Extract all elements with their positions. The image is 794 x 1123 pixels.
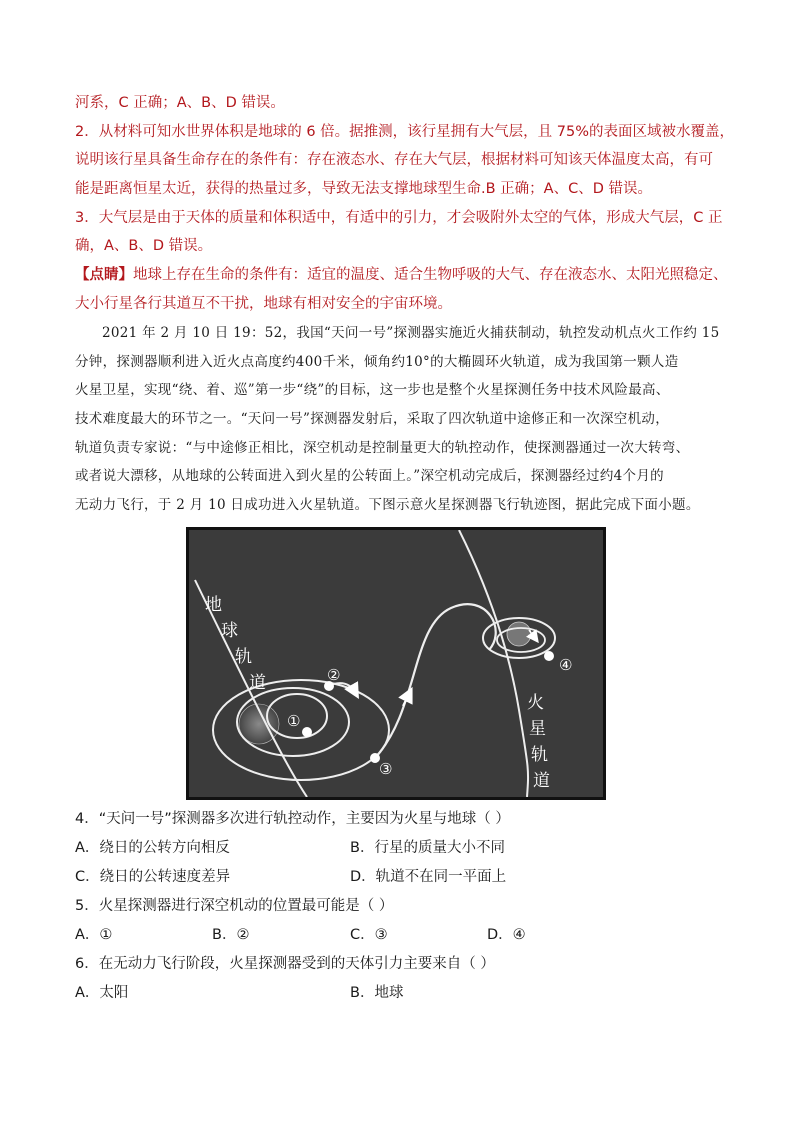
mars-planet bbox=[507, 622, 531, 646]
marker-3: ③ bbox=[379, 760, 393, 778]
q4-stem: 4．“天问一号”探测器多次进行轨控动作，主要因为火星与地球（ ） bbox=[75, 811, 510, 827]
q6-stem: 6．在无动力飞行阶段，火星探测器受到的天体引力主要来自（ ） bbox=[75, 956, 495, 972]
q5-option-a[interactable]: A．① bbox=[75, 927, 113, 943]
answer-3-line-1: 3．大气层是由于天体的质量和体积适中，有适中的引力，才会吸附外太空的气体，形成大气层，C 正 bbox=[75, 210, 723, 226]
passage-line-5: 轨道负责专家说：“与中途修正相比，深空机动是控制量更大的轨控动作，使探测器通过一次大转弯、 bbox=[75, 440, 690, 456]
marker-2: ② bbox=[327, 666, 341, 684]
mars-orbit-label-1: 火 bbox=[527, 693, 544, 713]
answer-line-1: 河系，C 正确；A、B、D 错误。 bbox=[75, 95, 285, 111]
tip-text: 地球上存在生命的条件有：适宜的温度、适合生物呼吸的大气、存在液态水、太阳光照稳定、 bbox=[133, 267, 728, 283]
q4-option-a[interactable]: A．绕日的公转方向相反 bbox=[75, 840, 230, 856]
answer-2-line-2: 说明该行星具备生命存在的条件有：存在液态水、存在大气层，根据材料可知该天体温度太高，有可 bbox=[75, 152, 713, 168]
marker-1: ① bbox=[287, 712, 301, 730]
marker-4: ④ bbox=[559, 656, 573, 674]
q5-option-c[interactable]: C．③ bbox=[350, 927, 388, 943]
point-4-dot bbox=[544, 651, 554, 661]
tip-label: 【点睛】 bbox=[75, 267, 133, 283]
q6-option-b[interactable]: B．地球 bbox=[350, 985, 404, 1001]
point-1-dot bbox=[302, 727, 312, 737]
tip-line-2: 大小行星各行其道互不干扰，地球有相对安全的宇宙环境。 bbox=[75, 296, 452, 312]
answer-2-line-1: 2．从材料可知水世界体积是地球的 6 倍。据推测，该行星拥有大气层，且 75%的表面区域被水覆盖， bbox=[75, 124, 735, 140]
mars-orbit-label-2: 星 bbox=[529, 719, 546, 739]
answer-2-line-3: 能是距离恒星太近，获得的热量过多，导致无法支撑地球型生命.B 正确；A、C、D 错误。 bbox=[75, 181, 652, 197]
passage-line-4: 技术难度最大的环节之一。“天问一号”探测器发射后，采取了四次轨道中途修正和一次深空机动， bbox=[75, 411, 670, 427]
q4-option-d[interactable]: D．轨道不在同一平面上 bbox=[350, 869, 507, 885]
transfer-arrow bbox=[403, 694, 409, 706]
q5-stem: 5．火星探测器进行深空机动的位置最可能是（ ） bbox=[75, 898, 394, 914]
q4-option-b[interactable]: B．行星的质量大小不同 bbox=[350, 840, 505, 856]
q5-option-b[interactable]: B．② bbox=[212, 927, 250, 943]
earth-orbit-label-1: 地 bbox=[205, 595, 222, 615]
transfer-path bbox=[375, 604, 496, 758]
q5-option-d[interactable]: D．④ bbox=[487, 927, 526, 943]
passage-line-1: 2021 年 2 月 10 日 19：52，我国“天问一号”探测器实施近火捕获制动，轨控发动机点火工作约 15 bbox=[102, 325, 720, 341]
q4-option-c[interactable]: C．绕日的公转速度差异 bbox=[75, 869, 231, 885]
tip-line-1 bbox=[75, 265, 728, 285]
earth-orbit-label-4: 道 bbox=[249, 673, 266, 693]
answer-3-line-2: 确，A、B、D 错误。 bbox=[75, 238, 213, 254]
earth-orbit-label-2: 球 bbox=[221, 621, 238, 641]
passage-line-3: 火星卫星，实现“绕、着、巡”第一步“绕”的目标，这一步也是整个火星探测任务中技术风险最高、 bbox=[75, 382, 670, 398]
mars-orbit-label-3: 轨 bbox=[531, 745, 548, 765]
passage-line-7: 无动力飞行，于 2 月 10 日成功进入火星轨道。下图示意火星探测器飞行轨迹图，据此完成下面小题。 bbox=[75, 497, 700, 513]
earth-orbit-label-3: 轨 bbox=[235, 647, 252, 667]
q6-option-a[interactable]: A．太阳 bbox=[75, 985, 129, 1001]
trajectory-figure bbox=[186, 527, 606, 800]
passage-line-2: 分钟，探测器顺利进入近火点高度约400千米，倾角约10°的大椭圆环火轨道，成为我国第一颗人造 bbox=[75, 354, 679, 370]
passage-line-6: 或者说大漂移，从地球的公转面进入到火星的公转面上。”深空机动完成后，探测器经过约4个月的 bbox=[75, 468, 664, 484]
mars-orbit-label-4: 道 bbox=[533, 771, 550, 791]
mars-orbit-line bbox=[459, 530, 528, 797]
